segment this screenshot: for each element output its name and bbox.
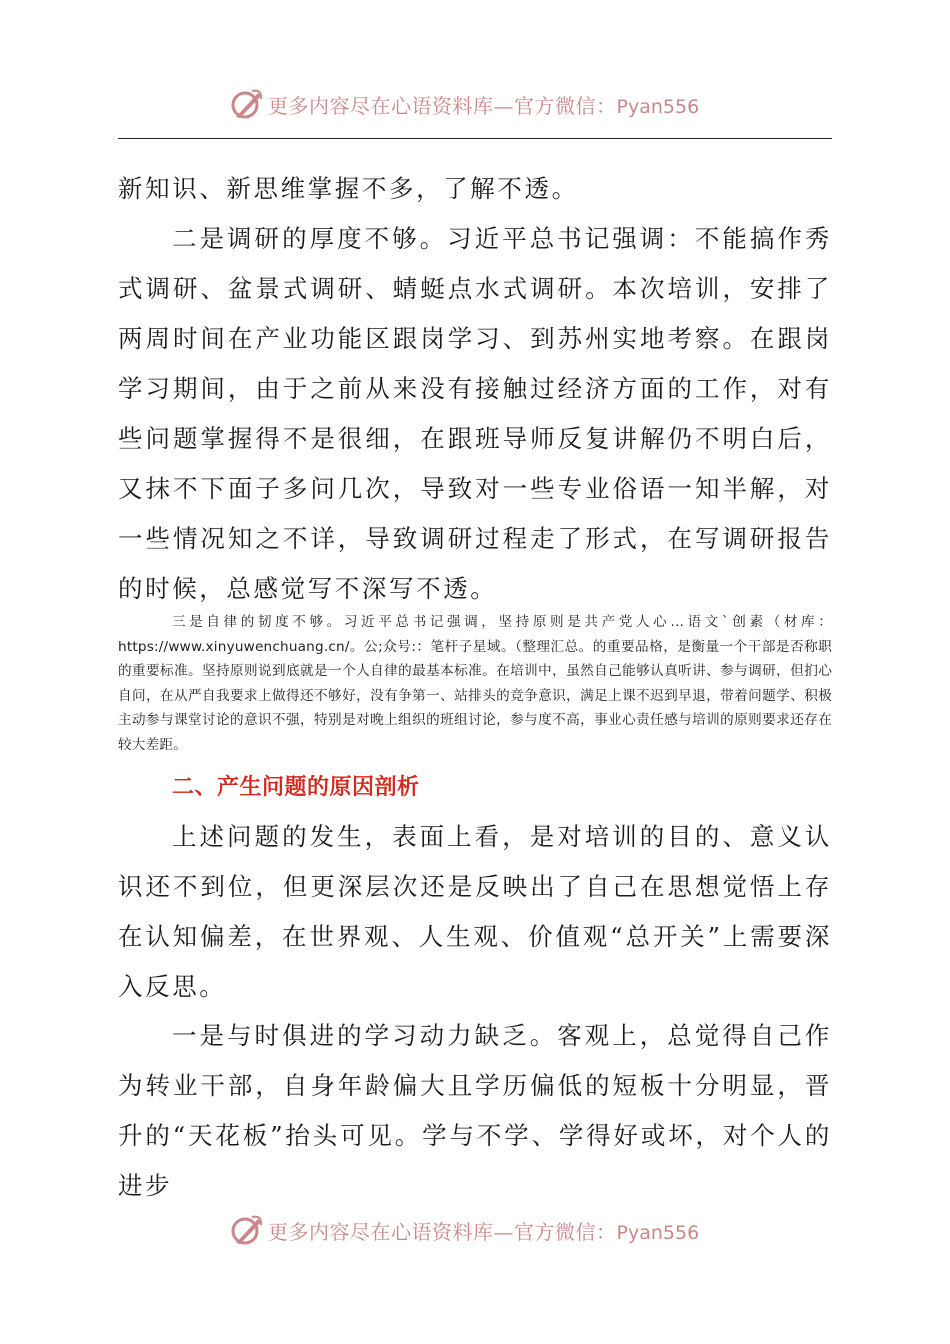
quill-logo-icon (230, 87, 264, 121)
paragraph-research-depth: 二是调研的厚度不够。习近平总书记强调：不能搞作秀式调研、盆景式调研、蜻蜓点水式调研。本次培训，安排了两周时间在产业功能区跟岗学习、到苏州实地考察。在跟岗学习期间，由于之前从来没有接触过经济方面的工作，对有些问题掌握得不是很细，在跟班导师反复讲解仍不明白后，又抹不下面子多问几次，导致对一些专业俗语一知半解，对一些情况知之不详，导致调研过程走了形式，在写调研报告的时候，总感觉写不深写不透。 (118, 224, 832, 603)
banner-text: 更多内容尽在心语资料库—官方微信：Pyan556 (268, 93, 700, 118)
paragraph-self-discipline: 三是自律的韧度不够。习近平总书记强调，坚持原则是共产党人心…语文`创素（材库：https://www.xinyuwenchuang.cn/。公;众号:：笔杆子星域。（整理汇总。的重要品格，是衡量一个干部是否称职的重要标准。坚持原则说到底就是一个人自律的最基本标准。在培训中，虽然自己能够认真听讲、参与调研，但扪心自问，在从严自我要求上做得还不够好，没有争第一、站排头的竞争意识，满足上课不迟到早退，带着问题学、积极主动参与课堂讨论的意识不强，特别是对晚上组织的班组讨论，参与度不高，事业心责任感与培训的原则要求还存在较大差距。 (118, 614, 832, 753)
paragraph-cause-overview: 上述问题的发生，表面上看，是对培训的目的、意义认识还不到位，但更深层次还是反映出了自己在思想觉悟上存在认知偏差，在世界观、人生观、价值观“总开关”上需要深入反思。 (118, 822, 832, 1001)
footer-banner (230, 1210, 750, 1250)
banner-brand: Pyan556 (616, 1221, 700, 1244)
header-divider (118, 138, 832, 139)
paragraph-learning-motivation: 一是与时俱进的学习动力缺乏。客观上，总觉得自己作为转业干部，自身年龄偏大且学历偏低的短板十分明显，晋升的“天花板”抬头可见。学与不学、学得好或坏，对个人的进步 (118, 1021, 832, 1200)
section-heading: 二、产生问题的原因剖析 (172, 775, 420, 800)
paragraph-continuation: 新知识、新思维掌握不多，了解不透。 (118, 174, 579, 203)
banner-brand: Pyan556 (616, 95, 700, 118)
header-banner (230, 84, 750, 124)
banner-text: 更多内容尽在心语资料库—官方微信：Pyan556 (268, 1219, 700, 1244)
quill-logo-icon (230, 1213, 264, 1247)
